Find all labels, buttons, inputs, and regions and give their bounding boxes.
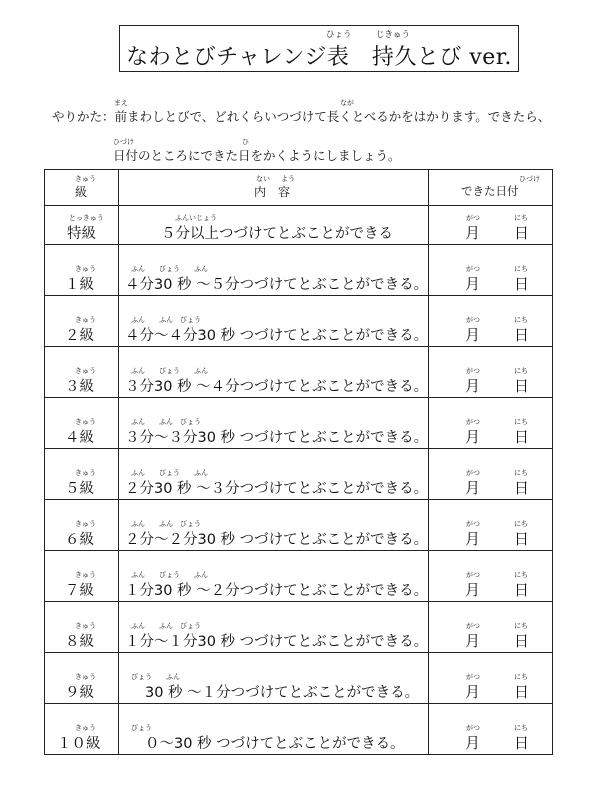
day-label: 日 xyxy=(514,683,530,701)
month-label: 月 xyxy=(465,224,481,242)
content-ruby: ふん ふん びょう xyxy=(131,622,201,630)
grade-ruby: きゅう xyxy=(75,622,96,630)
month-ruby: がつ xyxy=(466,214,480,222)
content-text: ０～30 秒 つづけてとぶことができる。 xyxy=(145,736,405,752)
header-grade xyxy=(45,170,119,206)
header-content xyxy=(119,170,429,206)
grade-cell xyxy=(45,206,119,245)
content-text: ４分～４分30 秒 つづけてとぶことができる。 xyxy=(125,328,429,344)
content-cell xyxy=(119,704,429,755)
day-ruby: にち xyxy=(514,214,528,222)
content-ruby: びょう ふん xyxy=(131,673,180,681)
content-text: ２分～２分30 秒 つづけてとぶことができる。 xyxy=(125,532,429,548)
date-cell xyxy=(429,449,553,500)
grade-label: ６級 xyxy=(65,532,94,548)
table-row xyxy=(45,296,553,347)
table-row xyxy=(45,245,553,296)
day-label: 日 xyxy=(514,326,530,344)
month-label: 月 xyxy=(465,734,481,752)
date-cell xyxy=(429,551,553,602)
grade-cell xyxy=(45,245,119,296)
grade-cell xyxy=(45,653,119,704)
header-date xyxy=(429,170,553,206)
month-ruby: がつ xyxy=(466,265,480,273)
table-row xyxy=(45,500,553,551)
grade-ruby: きゅう xyxy=(75,673,96,681)
header-date-label: できた日付 xyxy=(461,184,519,198)
day-ruby: にち xyxy=(514,469,528,477)
month-ruby: がつ xyxy=(466,622,480,630)
date-cell xyxy=(429,653,553,704)
grade-cell xyxy=(45,347,119,398)
day-ruby: にち xyxy=(514,316,528,324)
table-header-row xyxy=(45,170,553,206)
grade-label: 特級 xyxy=(67,226,96,242)
month-label: 月 xyxy=(465,530,481,548)
content-text: 30 秒 ～１分つづけてとぶことができる。 xyxy=(145,685,420,701)
content-ruby: びょう xyxy=(131,724,152,732)
date-cell xyxy=(429,704,553,755)
content-text: ３分～３分30 秒 つづけてとぶことができる。 xyxy=(125,430,429,446)
grade-ruby: きゅう xyxy=(75,469,96,477)
month-ruby: がつ xyxy=(466,673,480,681)
day-label: 日 xyxy=(514,479,530,497)
day-label: 日 xyxy=(514,734,530,752)
table-row xyxy=(45,704,553,755)
grade-ruby: きゅう xyxy=(75,571,96,579)
header-content-ruby-you: よう xyxy=(281,175,295,183)
content-cell xyxy=(119,500,429,551)
day-ruby: にち xyxy=(514,520,528,528)
grade-cell xyxy=(45,551,119,602)
intro-ruby-naga: なが xyxy=(340,99,354,107)
day-ruby: にち xyxy=(514,622,528,630)
month-label: 月 xyxy=(465,581,481,599)
day-label: 日 xyxy=(514,530,530,548)
month-label: 月 xyxy=(465,683,481,701)
content-cell xyxy=(119,245,429,296)
grade-label: ５級 xyxy=(65,481,94,497)
grade-ruby: きゅう xyxy=(75,367,96,375)
day-label: 日 xyxy=(514,632,530,650)
month-label: 月 xyxy=(465,479,481,497)
day-label: 日 xyxy=(514,581,530,599)
instructions-line-2: 日付のところにできた日をかくようにしましょう。 xyxy=(113,148,401,163)
content-ruby: ふん びょう ふん xyxy=(131,469,208,477)
title-ruby-hyou: ひょう xyxy=(326,30,352,40)
day-ruby: にち xyxy=(514,571,528,579)
grade-label: ３級 xyxy=(65,379,94,395)
table-row xyxy=(45,602,553,653)
date-cell xyxy=(429,398,553,449)
day-ruby: にち xyxy=(514,418,528,426)
content-text: ２分30 秒 ～３分つづけてとぶことができる。 xyxy=(125,481,429,497)
month-label: 月 xyxy=(465,326,481,344)
table-row xyxy=(45,347,553,398)
content-ruby: ふん ふん びょう xyxy=(131,520,201,528)
date-cell xyxy=(429,347,553,398)
content-cell xyxy=(119,449,429,500)
content-ruby: ふん びょう ふん xyxy=(131,571,208,579)
table-row xyxy=(45,449,553,500)
content-cell xyxy=(119,551,429,602)
content-ruby: ふんいじょう xyxy=(175,214,217,222)
content-text: １分～１分30 秒 つづけてとぶことができる。 xyxy=(125,634,429,650)
grade-ruby: きゅう xyxy=(75,724,96,732)
table-row xyxy=(45,653,553,704)
date-cell xyxy=(429,602,553,653)
month-ruby: がつ xyxy=(466,469,480,477)
grade-cell xyxy=(45,449,119,500)
day-label: 日 xyxy=(514,275,530,293)
content-text: ３分30 秒 ～４分つづけてとぶことができる。 xyxy=(125,379,429,395)
content-cell xyxy=(119,602,429,653)
content-ruby: ふん ふん びょう xyxy=(131,316,201,324)
content-ruby: ふん ふん びょう xyxy=(131,418,201,426)
grade-label: ４級 xyxy=(65,430,94,446)
content-cell xyxy=(119,653,429,704)
header-content-ruby-nai: ない xyxy=(256,175,270,183)
grade-label: ７級 xyxy=(65,583,94,599)
grade-ruby: きゅう xyxy=(75,418,96,426)
grade-ruby: きゅう xyxy=(75,520,96,528)
grade-label: ２級 xyxy=(65,328,94,344)
date-cell xyxy=(429,296,553,347)
grade-cell xyxy=(45,296,119,347)
month-label: 月 xyxy=(465,632,481,650)
intro-ruby-hizuke: ひづけ xyxy=(113,138,134,146)
month-label: 月 xyxy=(465,377,481,395)
month-label: 月 xyxy=(465,275,481,293)
header-grade-ruby: きゅう xyxy=(75,175,96,183)
header-content-label: 内 容 xyxy=(254,185,291,199)
day-ruby: にち xyxy=(514,724,528,732)
grade-cell xyxy=(45,704,119,755)
table-row xyxy=(45,206,553,245)
grade-cell xyxy=(45,602,119,653)
title-box xyxy=(119,25,519,72)
content-cell xyxy=(119,398,429,449)
content-text: １分30 秒 ～２分つづけてとぶことができる。 xyxy=(125,583,429,599)
intro-ruby-mae: まえ xyxy=(114,99,128,107)
day-label: 日 xyxy=(514,428,530,446)
month-ruby: がつ xyxy=(466,367,480,375)
day-ruby: にち xyxy=(514,265,528,273)
day-label: 日 xyxy=(514,224,530,242)
content-ruby: ふん びょう ふん xyxy=(131,265,208,273)
intro-ruby-hi: ひ xyxy=(242,138,249,146)
header-grade-label: 級 xyxy=(75,185,88,199)
table-row xyxy=(45,398,553,449)
challenge-table xyxy=(44,169,553,755)
grade-cell xyxy=(45,398,119,449)
content-ruby: ふん びょう ふん xyxy=(131,367,208,375)
grade-label: ９級 xyxy=(65,685,94,701)
grade-ruby: きゅう xyxy=(75,265,96,273)
page-title: なわとびチャレンジ表 持久とび ver. xyxy=(126,45,512,70)
content-cell xyxy=(119,206,429,245)
grade-label: １０級 xyxy=(57,736,101,752)
day-label: 日 xyxy=(514,377,530,395)
month-label: 月 xyxy=(465,428,481,446)
content-cell xyxy=(119,347,429,398)
grade-label: ８級 xyxy=(65,634,94,650)
content-text: ５分以上つづけてとぶことができる xyxy=(161,226,393,242)
month-ruby: がつ xyxy=(466,724,480,732)
grade-cell xyxy=(45,500,119,551)
month-ruby: がつ xyxy=(466,520,480,528)
day-ruby: にち xyxy=(514,673,528,681)
content-text: ４分30 秒 ～５分つづけてとぶことができる。 xyxy=(125,277,429,293)
date-cell xyxy=(429,245,553,296)
month-ruby: がつ xyxy=(466,316,480,324)
date-cell xyxy=(429,206,553,245)
month-ruby: がつ xyxy=(466,571,480,579)
title-ruby-jikyuu: じきゅう xyxy=(376,30,411,40)
instructions-line-1: やりかた：前まわしとびで、どれくらいつづけて長くとべるかをはかります。できたら、 xyxy=(52,109,551,124)
month-ruby: がつ xyxy=(466,418,480,426)
day-ruby: にち xyxy=(514,367,528,375)
grade-label: １級 xyxy=(65,277,94,293)
date-cell xyxy=(429,500,553,551)
table-row xyxy=(45,551,553,602)
grade-ruby: きゅう xyxy=(75,316,96,324)
content-cell xyxy=(119,296,429,347)
grade-ruby: とっきゅう xyxy=(69,214,104,222)
header-date-ruby: ひづけ xyxy=(519,175,540,183)
